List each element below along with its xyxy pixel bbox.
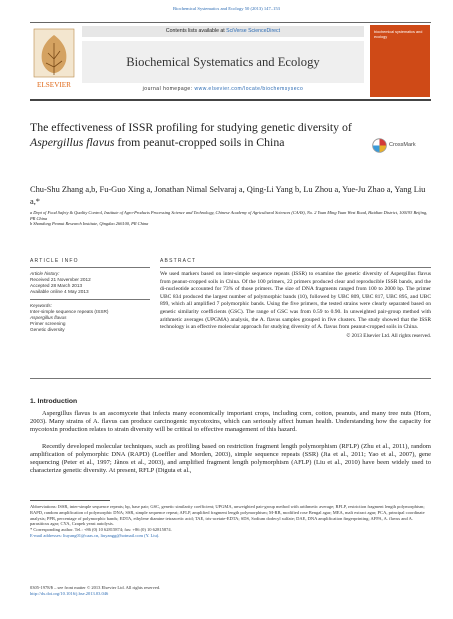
keyword-item: Inter-simple sequence repeats (ISSR) <box>30 309 109 314</box>
header-bottom-rule <box>30 99 431 101</box>
homepage-label: journal homepage: <box>142 86 195 92</box>
affiliation-b: b Shandong Peanut Research Institute, Qingdao 266100, PR China <box>30 221 149 227</box>
abstract-heading: ABSTRACT <box>160 258 197 264</box>
author-list: Chu-Shu Zhang a,b, Fu-Guo Xing a, Jonathan Nimal Selvaraj a, Qing-Li Yang b, Lu Zhou a, Yue-Ju Zhao a, Yang Liu a,* <box>30 185 426 206</box>
article-info-rule <box>30 267 150 268</box>
footnote-rule <box>30 500 110 501</box>
title-species: Aspergillus flavus <box>30 134 115 149</box>
accepted-date: Accepted 28 March 2013 <box>30 283 83 288</box>
journal-homepage <box>82 86 364 92</box>
intro-paragraph-2: Recently developed molecular techniques, such as profiling based on restriction fragment length polymorphism (RFLP) (Zhu et al., 2011), random amplification of polymorphic DNA (RAPD) (Loeffler and Morden, 2003), simple sequence repeats (SSR) (Jia et al., 2011; Yao et al., 2007), gene sequencing (Peter et al., 1997; Jãnos et al., 2003), and amplified fragment length polymorphism (AFLP) (Liu et al., 2010) have been widely used to characterize genetic diversity. At present, RFLP (Diguta et al., <box>30 443 431 475</box>
homepage-link[interactable]: www.elsevier.com/locate/biochemsyseco <box>194 86 304 92</box>
keywords-label: Keywords: <box>30 303 52 308</box>
received-date: Received 21 November 2012 <box>30 277 91 282</box>
cover-title: biochemical systematics and ecology <box>374 30 423 39</box>
journal-title: Biochemical Systematics and Ecology <box>82 41 364 83</box>
keywords-rule <box>30 299 150 300</box>
crossmark-icon <box>372 138 387 153</box>
abstract <box>160 258 431 339</box>
intro-paragraph-1: Aspergillus flavus is an ascomycete that infects many economically important crops, including corn, cotton, peanuts, and many tree nuts (Horn, 2003). Many strains of A. flavus can produce carcinogenic mycotoxins, which can seriously affect human health. Understanding how the capacity for mycotoxin production relates to strain diversity will be critical to effective management of this hazard. <box>30 410 431 434</box>
online-date: Available online 4 May 2013 <box>30 289 89 294</box>
keyword-item: Aspergillus flavus <box>30 315 67 320</box>
abstract-rule <box>160 267 431 268</box>
front-matter-rule <box>30 378 431 379</box>
article-title <box>30 120 360 149</box>
doi-link[interactable]: http://dx.doi.org/10.1016/j.bse.2013.03.046 <box>30 590 109 596</box>
copyright-line: © 2013 Elsevier Ltd. All rights reserved. <box>346 332 431 339</box>
title-part-1: The effectiveness of ISSR profiling for studying genetic diversity of <box>30 120 352 134</box>
abstract-text: We used markers based on inter-simple sequence repeats (ISSR) to examine the genetic diversity of Aspergillus flavus from peanut-cropped soils in China. Of the 100 primers, 22 primers produced clear and reproducible ISSR bands, and the di-nucleotide accounted for 73% of those primers. The size of DNA fragments ranged from 100 to 2000 bp. The primer UBC 834 produced the largest number of polymorphic bands (10), followed by UBC 809, UBC 817, UBC 895, and UBC 899, which all amplified 7 polymorphic bands. Using the five primers, the tested strains were clearly separated based on genetic similarity coefficients (GSC). The range of GSC was from 0.59 to 0.90. In unweighted pair-group method with arithmetic averages (UPGMA) analysis, the A. flavus samples grouped in five clusters. The study showed that the ISSR technology is an effective molecular approach for studying diversity of A. flavus from peanut-cropped soils in China. <box>160 271 431 331</box>
introduction-heading: 1. Introduction <box>30 398 78 405</box>
elsevier-logo <box>30 27 78 93</box>
affiliations <box>30 210 430 227</box>
affiliation-a: a Dept of Food Safety & Quality Control, Institute of Agro-Products Processing Science and Technology, Chinese Academy of Agricultural Sciences (CAAS), No. 2 Yuan Ming Yuan West Road, Haidian District, 100193 Beijing, PR China <box>30 210 428 221</box>
footnotes <box>30 504 431 539</box>
email-note[interactable]: E-mail addresses: liuyang01@caas.cn, liuyangg@hotmail.com (Y. Liu). <box>30 532 160 538</box>
sciverse-link[interactable]: SciVerse ScienceDirect <box>226 28 281 34</box>
running-head: Biochemical Systematics and Ecology 50 (2013) 147–153 <box>173 6 280 11</box>
crossmark-label: CrossMark <box>389 142 416 148</box>
article-info-heading: ARTICLE INFO <box>30 258 79 264</box>
journal-header <box>30 22 431 100</box>
crossmark-badge[interactable] <box>372 138 432 154</box>
header-top-rule <box>30 22 431 23</box>
issn-line: 0305-1978/$ – see front matter © 2013 Elsevier Ltd. All rights reserved. <box>30 585 161 590</box>
keyword-item: Genetic diversity <box>30 327 65 332</box>
title-part-2: from peanut-cropped soils in China <box>114 134 285 149</box>
journal-cover <box>370 25 430 97</box>
history-label: Article history: <box>30 271 60 276</box>
article-info <box>30 258 150 333</box>
contents-bar <box>82 26 364 37</box>
keyword-item: Primer screening <box>30 321 66 326</box>
publisher-name: ELSEVIER <box>37 81 71 89</box>
abbreviations-note: Abbreviations: ISSR, inter-simple sequence repeats; bp, base pair; GSC, genetic similarity coefficient; UPGMA, unweighted pair-group method with arithmetic average; RFLP, restriction fragment length polymorphism; RAPD, random amplification of polymorphic DNA; SSR, simple sequence repeat; AFLP, amplified fragment length polymorphism; M-RB, modified rose Bengal agar; MEA, malt extract agar; PCA, principal coordinate analysis; PPB, percentage of polymorphic bands; EDTA, ethylene diamine tetraacetic acid; TAE, tris-acetate-EDTA; SDS, Sodium dodecyl sulfate; DAE, DNA amplification fingerprinting; AFPA, A. flavus and A. parasiticus agar; CYA, Czapek yeast autolysis. <box>30 504 425 527</box>
contents-prefix: Contents lists available at <box>165 28 227 34</box>
issn-block <box>30 585 330 597</box>
corresponding-author-note: * Corresponding author. Tel.: +86 (0) 10 62815874; fax: +86 (0) 10 62815874. <box>30 527 172 533</box>
